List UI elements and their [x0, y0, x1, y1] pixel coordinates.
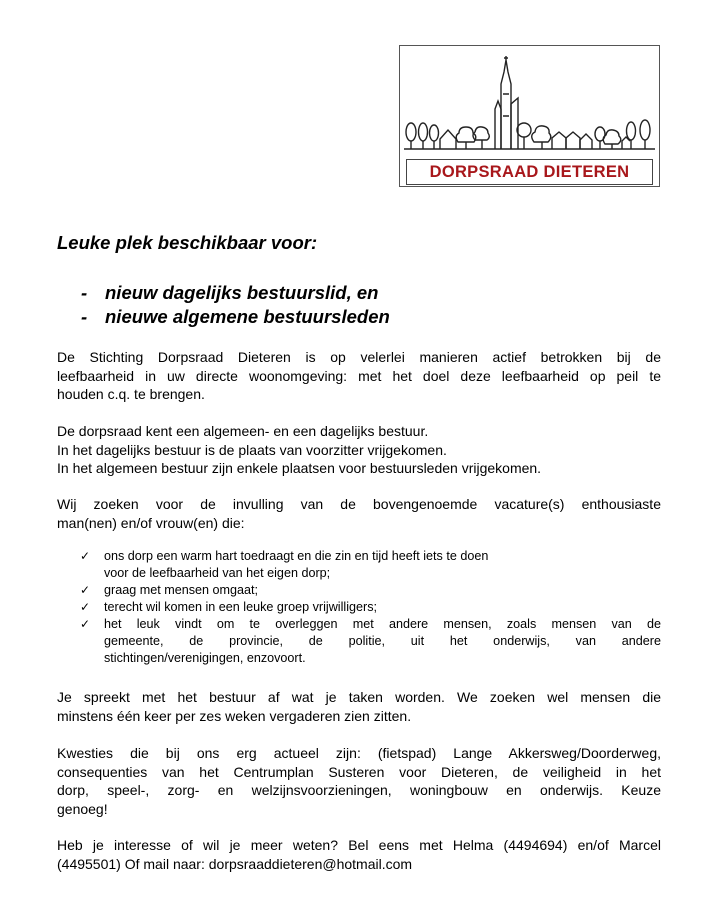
text-line: Heb je interesse of wil je meer weten? Bel eens met Helma (4494694) en/of Marcel	[57, 837, 661, 853]
text-line: In het dagelijks bestuur is de plaats van voorzitter vrijgekomen.	[57, 441, 447, 458]
list-item-text: stichtingen/verenigingen, enzovoort.	[104, 651, 306, 665]
requirements-list	[80, 548, 661, 667]
text-line: (4495501) Of mail naar: dorpsraaddieteren@hotmail.com	[57, 855, 413, 872]
text-line: man(nen) en/of vrouw(en) die:	[57, 514, 245, 531]
vacancy-item	[81, 306, 390, 328]
list-item	[80, 599, 661, 616]
list-item-text: terecht wil komen in een leuke groep vrijwilligers;	[104, 600, 377, 614]
text-line: leefbaarheid in uw directe woonomgeving: met het doel deze leefbaarheid op peil te	[57, 367, 661, 384]
vacancy-dash: -	[81, 306, 88, 327]
vacancy-dash: -	[81, 282, 88, 303]
checkmark-icon: ✓	[80, 600, 91, 614]
contact-paragraph	[57, 836, 661, 873]
issues-paragraph	[57, 744, 661, 818]
text-line: Wij zoeken voor de invulling van de bovengenoemde vacature(s) enthousiaste	[57, 496, 661, 512]
search-paragraph	[57, 495, 661, 532]
list-item	[80, 616, 661, 667]
checkmark-icon: ✓	[80, 549, 91, 563]
list-item	[80, 582, 661, 599]
list-item-text: het leuk vindt om te overleggen met andere mensen, zoals mensen van de	[104, 617, 661, 631]
vacancy-text: nieuwe algemene bestuursleden	[105, 306, 390, 327]
list-item-text: ons dorp een warm hart toedraagt en die zin en tijd heeft iets te doen	[104, 549, 489, 563]
text-line: Kwesties die bij ons erg actueel zijn: (fietspad) Lange Akkersweg/Doorderweg,	[57, 745, 661, 761]
page-heading: Leuke plek beschikbaar voor:	[57, 232, 318, 253]
list-item-text: gemeente, de provincie, de politie, uit het onderwijs, van andere	[104, 634, 661, 648]
text-line: genoeg!	[57, 800, 108, 817]
text-line: minstens één keer per zes weken vergaderen zien zitten.	[57, 707, 412, 724]
text-line: Je spreekt met het bestuur af wat je taken worden. We zoeken wel mensen die	[57, 689, 661, 705]
list-item-text: voor de leefbaarheid van het eigen dorp;	[104, 566, 331, 580]
dorpsraad-logo	[399, 45, 660, 187]
list-item	[80, 548, 661, 582]
structure-paragraph	[57, 422, 661, 478]
logo-wordmark: DORPSRAAD DIETEREN	[406, 159, 653, 185]
checkmark-icon: ✓	[80, 617, 91, 631]
vacancy-text: nieuw dagelijks bestuurslid, en	[105, 282, 379, 303]
text-line: consequenties van het Centrumplan Susteren voor Dieteren, de veiligheid in het	[57, 763, 661, 780]
text-line: houden c.q. te brengen.	[57, 386, 205, 402]
text-line: dorp, speel-, zorg- en welzijnsvoorzieningen, woningbouw en onderwijs. Keuze	[57, 782, 661, 798]
vacancy-item	[81, 282, 378, 304]
intro-paragraph	[57, 348, 661, 404]
checkmark-icon: ✓	[80, 583, 91, 597]
text-line: De Stichting Dorpsraad Dieteren is op velerlei manieren actief betrokken bij de	[57, 349, 661, 365]
list-item-text: graag met mensen omgaat;	[104, 583, 259, 597]
village-skyline-illustration	[400, 46, 659, 158]
text-line: De dorpsraad kent een algemeen- en een dagelijks bestuur.	[57, 423, 429, 439]
tasks-paragraph	[57, 688, 661, 725]
text-line: In het algemeen bestuur zijn enkele plaatsen voor bestuursleden vrijgekomen.	[57, 460, 542, 476]
